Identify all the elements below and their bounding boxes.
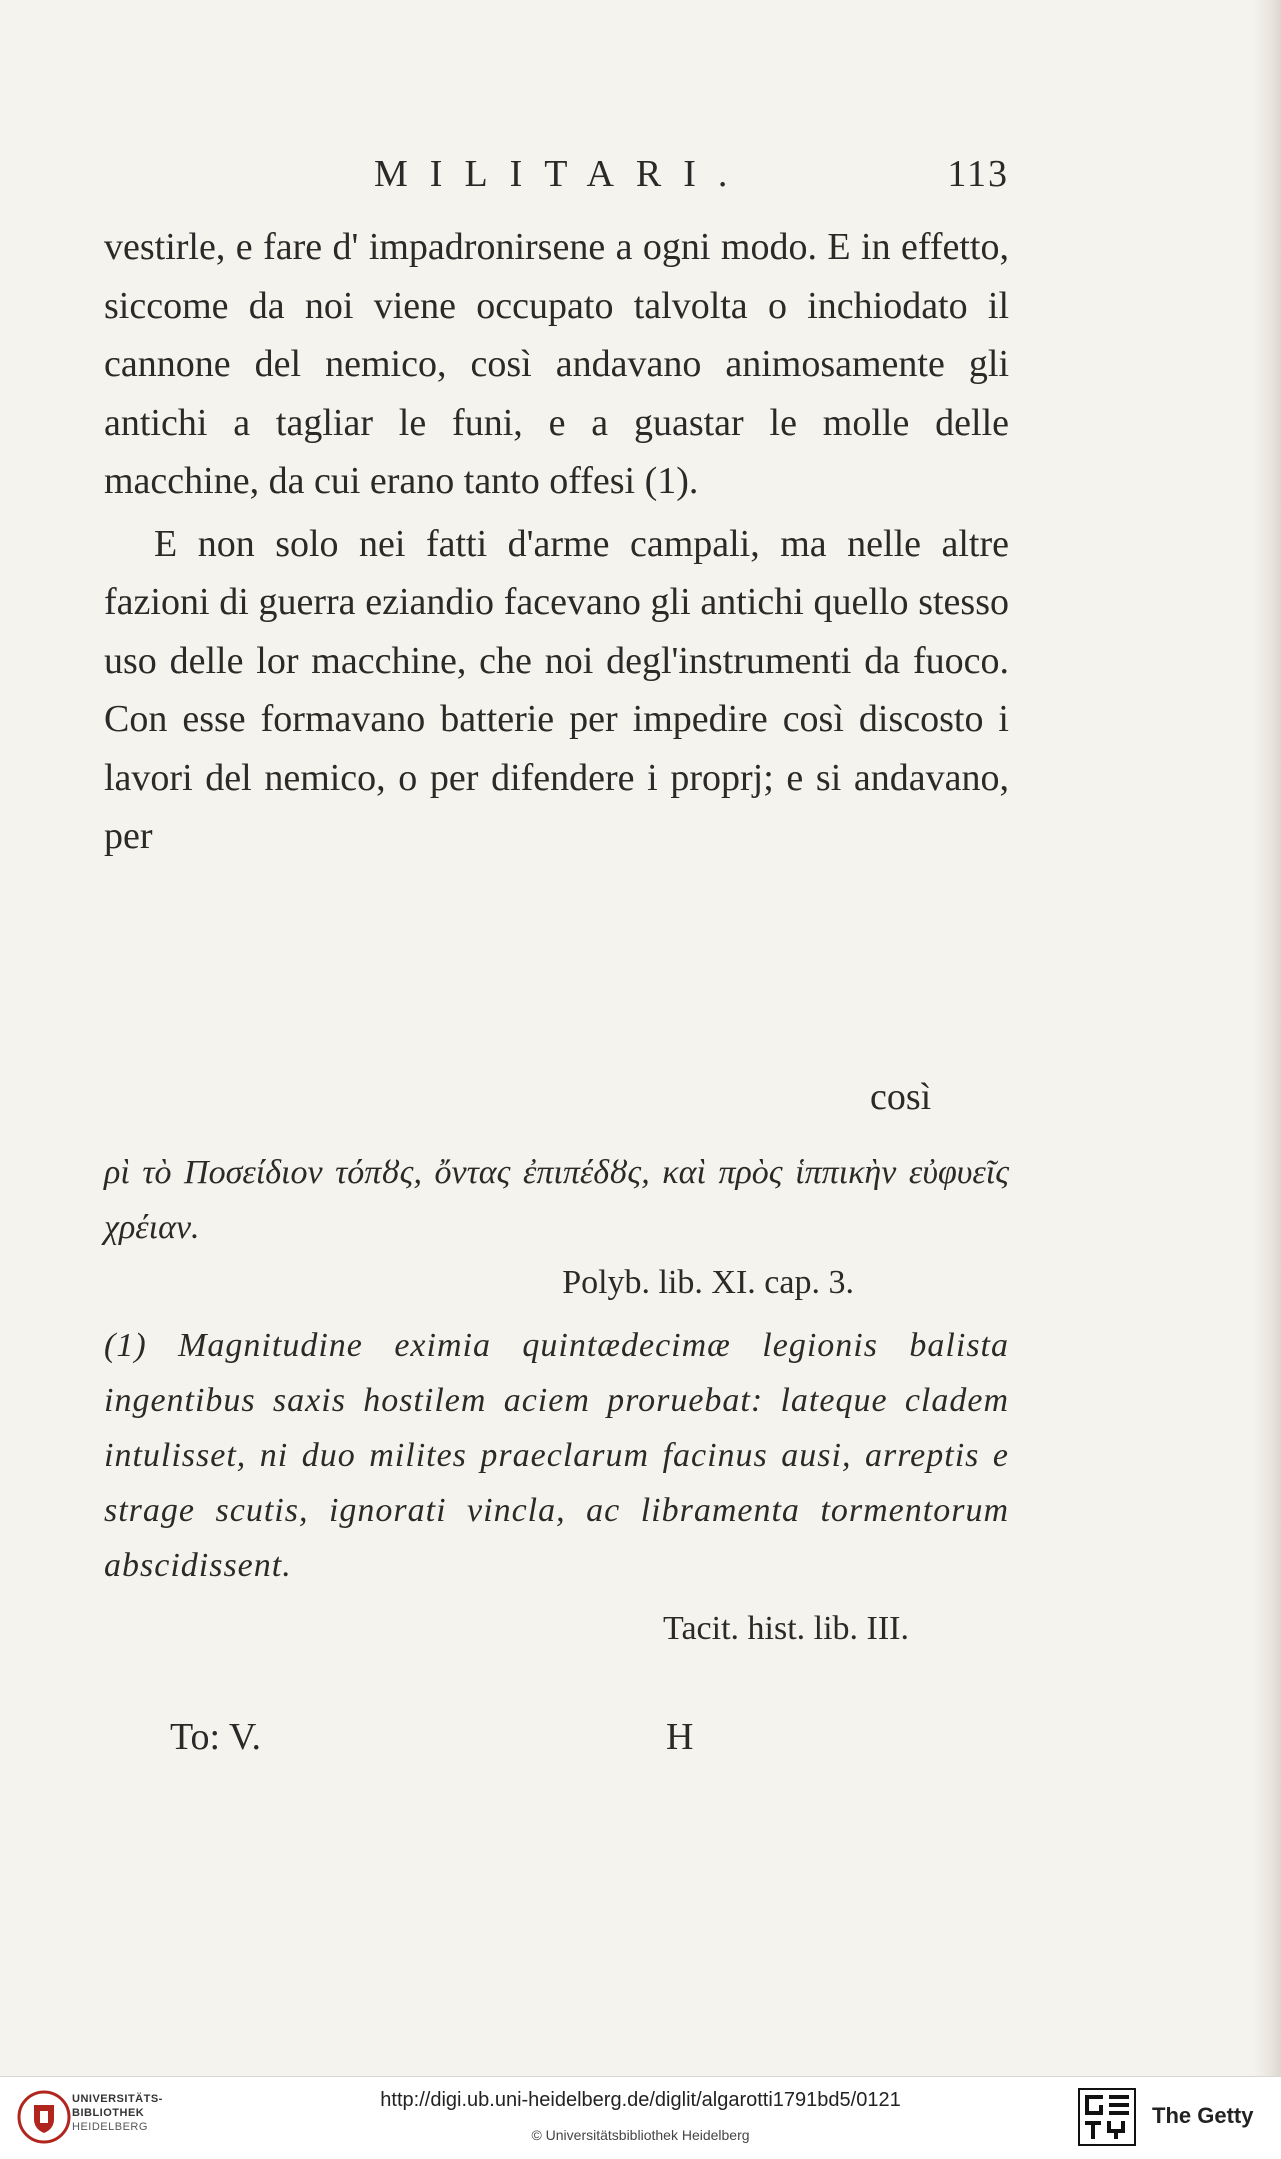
catchword: così [870, 1076, 932, 1118]
footnotes [104, 1145, 1009, 1656]
greek-citation: Polyb. lib. XI. cap. 3. [562, 1264, 854, 1301]
getty-logo-icon[interactable] [1077, 2087, 1137, 2147]
page-edge-shadow [1253, 0, 1281, 2076]
viewer-footer [0, 2076, 1281, 2159]
page-header [104, 152, 1009, 208]
partner-name: The Getty [1152, 2103, 1254, 2128]
copyright-notice: © Universitätsbibliothek Heidelberg [531, 2127, 750, 2143]
paragraph-1: vestirle, e fare d' impadronirsene a ogni modo. E in effetto, siccome da noi viene occupato talvolta o inchiodato il cannone del nemico, così andavano animosamente gli antichi a tagliar le funi, e a guastar le molle delle macchine, da cui erano tanto offesi (1). [104, 226, 1009, 502]
institution-line-3: HEIDELBERG [72, 2121, 148, 2133]
institution-line-1: UNIVERSITÄTS- [72, 2093, 163, 2105]
paragraph-2: E non solo nei fatti d'arme campali, ma nelle altre fazioni di guerra eziandio facevano gli antichi quello stesso uso delle lor macchine, che noi degl'instrumenti da fuoco. Con esse formavano batterie per impedire così discosto i lavori del nemico, o per difendere i proprj; e si andavano, per [104, 522, 1009, 857]
volume-mark: To: V. [170, 1716, 261, 1758]
latin-footnote: (1) Magnitudine eximia quintædecimæ legionis balista ingentibus saxis hostilem aciem proruebat: lateque cladem intulisset, ni duo milites praeclarum facinus ausi, arreptis e strage scutis, ignorati vincla, ac libramenta tormentorum abscidissent. [104, 1327, 1009, 1584]
running-title: MILITARI. [374, 153, 750, 195]
main-text [104, 218, 1009, 866]
greek-footnote: ρὶ τὸ Ποσείδιον τόπȣς, ὄντας ἐπιπέδȣς, καὶ πρὸς ἱππικὴν εὐφυεῖς χρέιαν. [104, 1154, 1009, 1246]
page-number: 113 [947, 153, 1009, 195]
latin-citation: Tacit. hist. lib. III. [663, 1610, 909, 1647]
printer-signature [170, 1715, 770, 1765]
institution-line-2: BIBLIOTHEK [72, 2107, 145, 2119]
permalink-url[interactable]: http://digi.ub.uni-heidelberg.de/diglit/algarotti1791bd5/0121 [380, 2089, 901, 2111]
signature-mark: H [666, 1716, 694, 1758]
